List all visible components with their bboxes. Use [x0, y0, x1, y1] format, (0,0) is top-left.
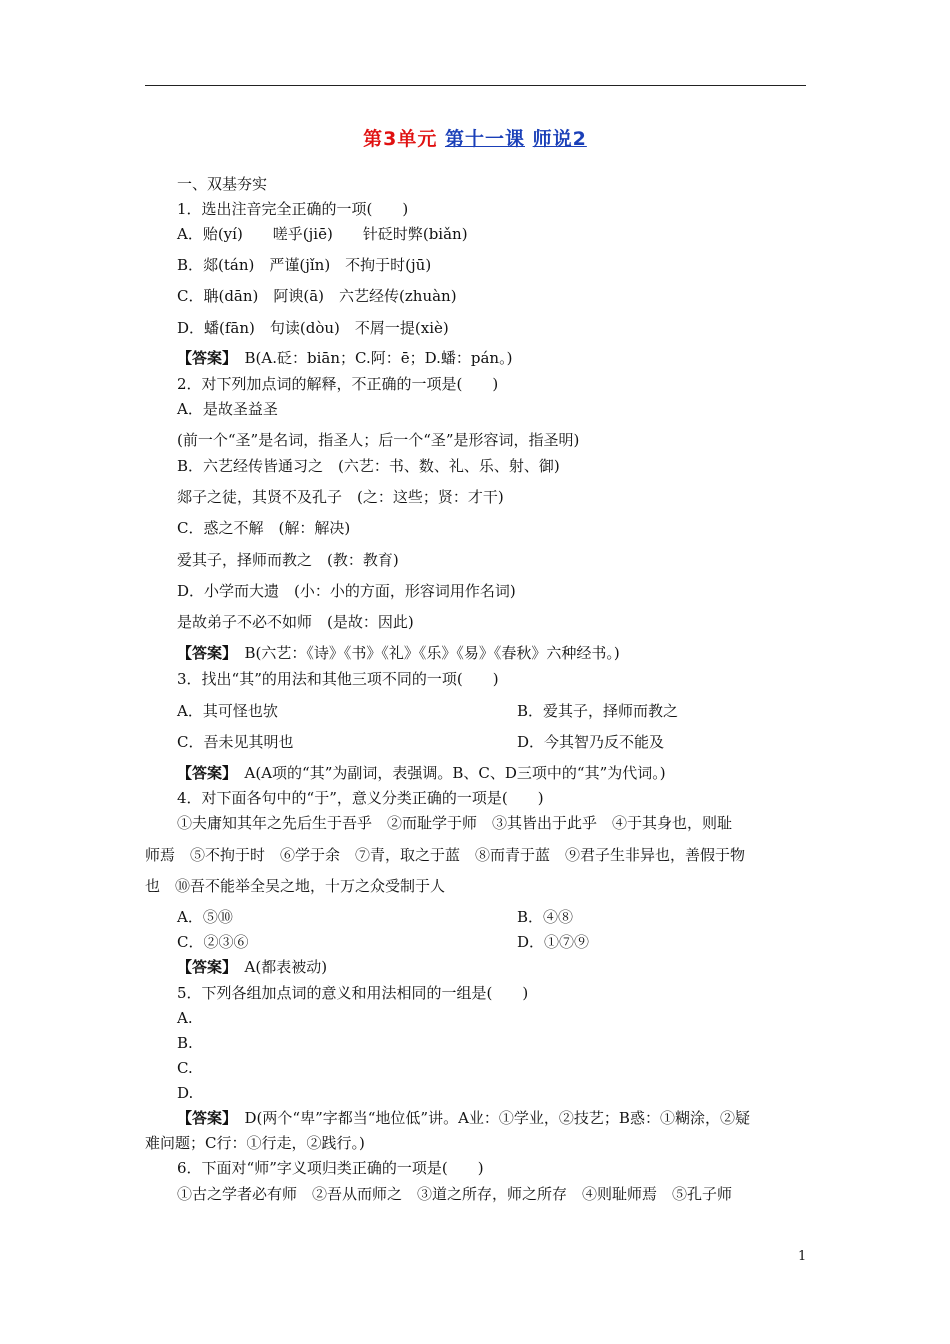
question-4: 4．对下面各句中的“于”，意义分类正确的一项是( )	[177, 789, 544, 807]
q5-option-c: C.	[177, 1059, 193, 1077]
q2-option-d: D．小学而大遗 (小：小的方面，形容词用作名词)	[177, 582, 516, 600]
section-heading: 一、双基夯实	[177, 175, 268, 193]
title-name: 师说2	[532, 128, 587, 150]
q2-option-c: C．惑之不解 (解：解决)	[177, 519, 351, 537]
q4-option-d: D．①⑦⑨	[517, 933, 590, 951]
answer-1	[177, 348, 512, 368]
q3-option-b: B．爱其子，择师而教之	[517, 702, 679, 720]
answer-text: B(六艺：《诗》《书》《礼》《乐》《易》《春秋》六种经书。)	[244, 644, 620, 662]
page-title	[0, 124, 950, 151]
answer-label: 【答案】	[177, 958, 230, 976]
header-rule	[145, 85, 806, 86]
title-lesson: 第十一课	[444, 128, 525, 150]
q2-option-c-line2: 爱其子，择师而教之 (教：教育)	[177, 551, 399, 569]
q2-option-b: B．六艺经传皆通习之 (六艺：书、数、礼、乐、射、御)	[177, 457, 560, 475]
q4-option-c: C．②③⑥	[177, 933, 249, 951]
q2-option-d-line2: 是故弟子不必不如师 (是故：因此)	[177, 613, 414, 631]
answer-text: B(A.砭：biān；C.阿：ē；D.蟠：pán。)	[244, 349, 513, 367]
q5-option-b: B.	[177, 1034, 193, 1052]
answer-text: A(A项的“其”为副词，表强调。B、C、D三项中的“其”为代词。)	[244, 764, 666, 782]
answer-3	[177, 763, 666, 783]
answer-text: D(两个“卑”字都当“地位低”讲。A业：①学业，②技艺；B惑：①糊涂，②疑	[244, 1109, 750, 1127]
question-6: 6．下面对“师”字义项归类正确的一项是( )	[177, 1159, 484, 1177]
question-3: 3．找出“其”的用法和其他三项不同的一项( )	[177, 670, 499, 688]
q2-option-a: A．是故圣益圣	[177, 400, 278, 418]
q1-option-b: B．郯(tán) 严谨(jǐn) 不拘于时(jū)	[177, 256, 432, 274]
answer-label: 【答案】	[177, 644, 230, 662]
answer-5	[177, 1108, 750, 1128]
title-unit: 第3单元	[363, 128, 438, 150]
q5-option-d: D.	[177, 1084, 194, 1102]
answer-text: A(都表被动)	[244, 958, 328, 976]
question-5: 5．下列各组加点词的意义和用法相同的一组是( )	[177, 984, 529, 1002]
q6-items-line1: ①古之学者必有师 ②吾从而师之 ③道之所存，师之所存 ④则耻师焉 ⑤孔子师	[177, 1185, 733, 1203]
answer-2	[177, 643, 620, 663]
q4-items-line3: 也 ⑩吾不能举全吴之地，十万之众受制于人	[145, 877, 446, 895]
question-1: 1．选出注音完全正确的一项( )	[177, 200, 409, 218]
q2-option-a-note: (前一个“圣”是名词，指圣人；后一个“圣”是形容词，指圣明)	[177, 431, 580, 449]
q4-items-line2: 师焉 ⑤不拘于时 ⑥学于余 ⑦青，取之于蓝 ⑧而青于蓝 ⑨君子生非异也，善假于物	[145, 846, 746, 864]
q1-option-c: C．聃(dān) 阿谀(ā) 六艺经传(zhuàn)	[177, 287, 457, 305]
page-number: 1	[798, 1249, 807, 1264]
q3-option-a: A．其可怪也欤	[177, 702, 278, 720]
q4-items-line1: ①夫庸知其年之先后生于吾乎 ②而耻学于师 ③其皆出于此乎 ④于其身也，则耻	[177, 814, 733, 832]
q1-option-d: D．蟠(fān) 句读(dòu) 不屑一提(xiè)	[177, 319, 449, 337]
question-2: 2．对下列加点词的解释，不正确的一项是( )	[177, 375, 499, 393]
q3-option-c: C．吾未见其明也	[177, 733, 294, 751]
q4-option-b: B．④⑧	[517, 908, 574, 926]
q3-option-d: D．今其智乃反不能及	[517, 733, 665, 751]
answer-4	[177, 957, 327, 977]
q5-option-a: A.	[177, 1009, 193, 1027]
q2-option-b-line2: 郯子之徒，其贤不及孔子 (之：这些；贤：才干)	[177, 488, 504, 506]
answer-5-line2: 难问题；C行：①行走，②践行。)	[145, 1134, 365, 1152]
answer-label: 【答案】	[177, 349, 230, 367]
q4-option-a: A．⑤⑩	[177, 908, 233, 926]
answer-label: 【答案】	[177, 1109, 230, 1127]
answer-label: 【答案】	[177, 764, 230, 782]
q1-option-a: A．贻(yí) 嗟乎(jiē) 针砭时弊(biǎn)	[177, 225, 468, 243]
